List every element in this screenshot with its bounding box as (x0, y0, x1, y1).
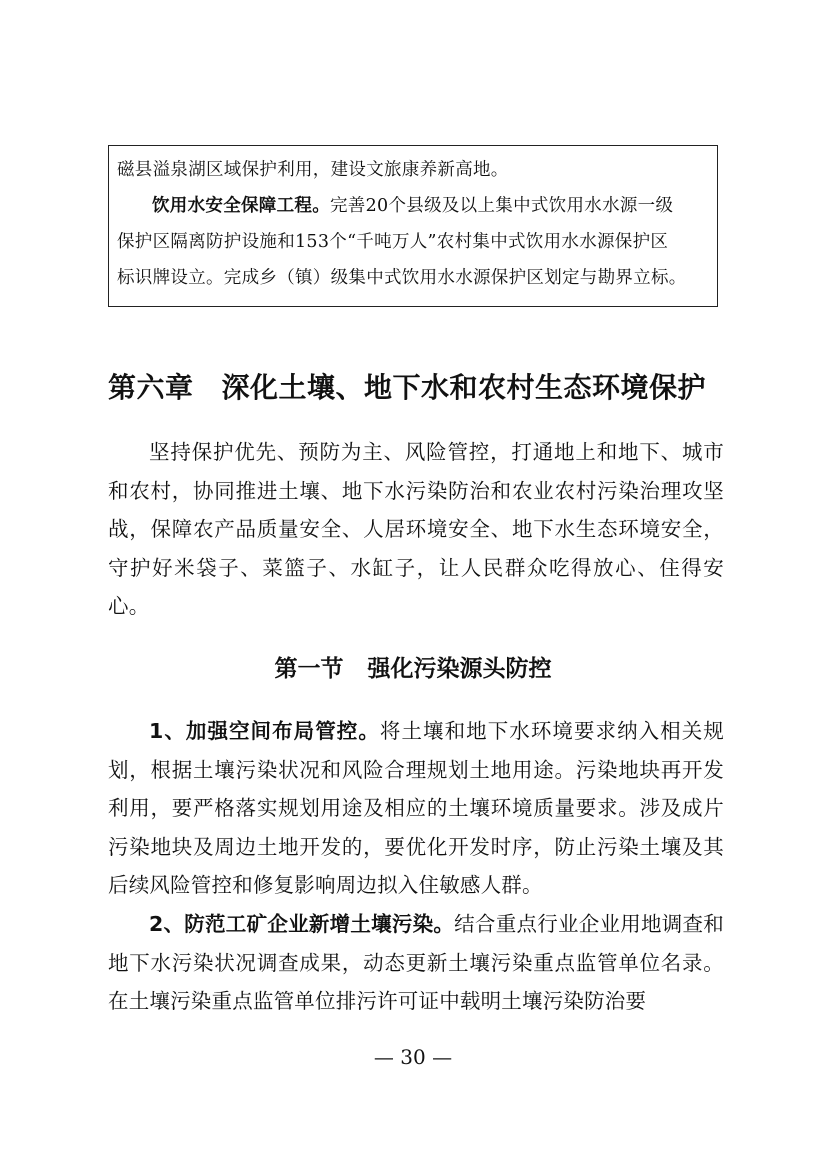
item-1-text: 将土壤和地下水环境要求纳入相关规划，根据土壤污染状况和风险合理规划土地用途。污染地块再开发利用，要严格落实规划用途及相应的土壤环境质量要求。涉及成片污染地块及周边土地开发的，要优化开发时序，防止污染土壤及其后续风险管控和修复影响周边拟入住敏感人群。 (108, 719, 725, 897)
item-2-text: 结合重点行业企业用地调查和地下水污染状况调查成果，动态更新土壤污染重点监管单位名录。在土壤污染重点监管单位排污许可证中载明土壤污染防治要 (108, 912, 724, 1013)
section-number: 第一节 (274, 655, 344, 682)
item-1-title: 1、加强空间布局管控。 (149, 719, 380, 743)
section-title: 强化污染源头防控 (367, 655, 552, 682)
chapter-heading (108, 366, 706, 406)
section-heading (0, 650, 826, 683)
box-item-title: 饮用水安全保障工程。 (152, 196, 330, 216)
intro-paragraph: 坚持保护优先、预防为主、风险管控，打通地上和地下、城市和农村，协同推进土壤、地下水污染防治和农业农村污染治理攻坚战，保障农产品质量安全、人居环境安全、地下水生态环境安全，守护好米袋子、菜篮子、水缸子，让人民群众吃得放心、住得安心。 (108, 440, 724, 618)
chapter-title: 深化土壤、地下水和农村生态环境保护 (221, 371, 707, 404)
item-1-paragraph (108, 712, 724, 905)
box-line-1: 磁县溢泉湖区域保护利用，建设文旅康养新高地。 (117, 160, 509, 180)
item-2-title: 2、防范工矿企业新增土壤污染。 (149, 912, 455, 936)
page-number: — 30 — (373, 1045, 453, 1069)
chapter-number: 第六章 (108, 371, 194, 404)
project-box (108, 145, 718, 307)
box-item-text-1: 完善20个县级及以上集中式饮用水水源一级 (330, 196, 674, 216)
box-item-line (117, 188, 717, 224)
box-item-text-2: 保护区隔离防护设施和153个“千吨万人”农村集中式饮用水水源保护区 (117, 232, 669, 252)
item-2-paragraph (108, 905, 724, 1021)
box-item-text-3: 标识牌设立。完成乡（镇）级集中式饮用水水源保护区划定与勘界立标。 (117, 268, 687, 288)
